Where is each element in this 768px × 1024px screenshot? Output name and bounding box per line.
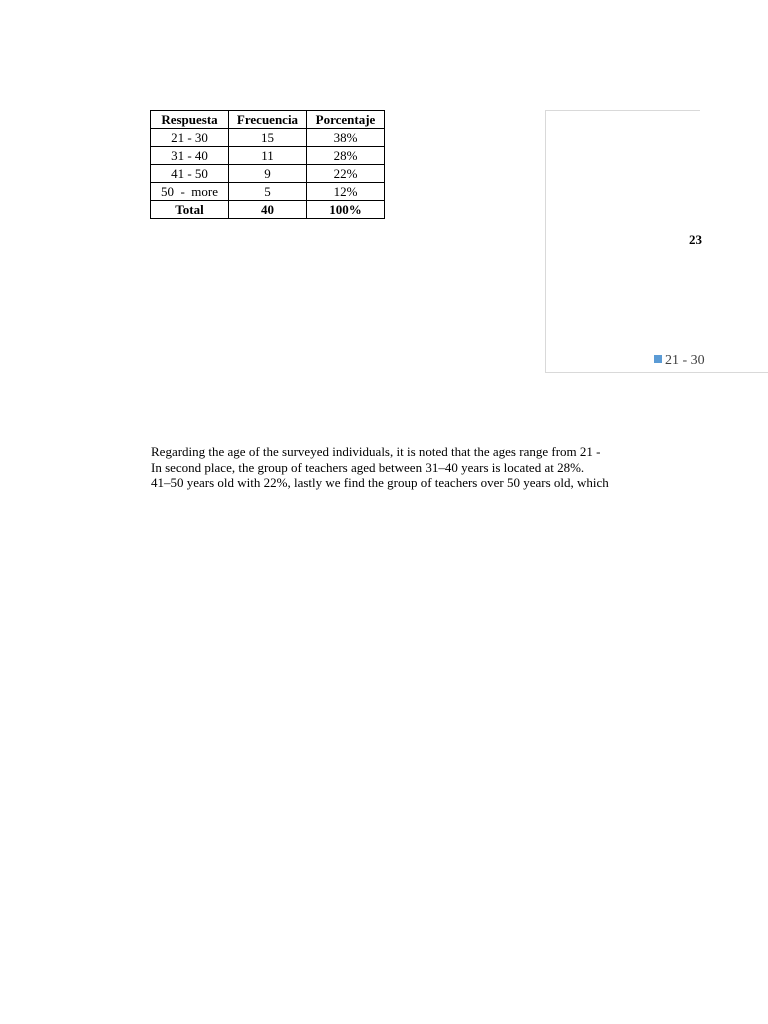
age-frequency-table xyxy=(150,110,385,219)
row-frecuencia: 15 xyxy=(229,129,307,147)
chart-legend xyxy=(654,353,705,369)
chart-data-label: 23 xyxy=(689,232,702,247)
row-frecuencia: 5 xyxy=(229,183,307,201)
row-respuesta: 31 - 40 xyxy=(151,147,229,165)
row-frecuencia: 11 xyxy=(229,147,307,165)
paragraph-line: Regarding the age of the surveyed individuals, it is noted that the ages range from 21 - xyxy=(151,444,601,459)
row-porcentaje: 38% xyxy=(307,129,385,147)
row-porcentaje: 12% xyxy=(307,183,385,201)
table-row xyxy=(151,165,385,183)
header-porcentaje: Porcentaje xyxy=(307,111,385,129)
legend-label: 21 - 30 xyxy=(665,353,705,368)
paragraph-line: 41–50 years old with 22%, lastly we find the group of teachers over 50 years old, which xyxy=(151,475,609,490)
table-header-row xyxy=(151,111,385,129)
paragraph-line: In second place, the group of teachers aged between 31–40 years is located at 28%. xyxy=(151,459,585,475)
row-respuesta: 50 - more xyxy=(151,183,229,201)
header-frecuencia: Frecuencia xyxy=(229,111,307,129)
row-porcentaje: 22% xyxy=(307,165,385,183)
table-row xyxy=(151,183,385,201)
row-frecuencia: 9 xyxy=(229,165,307,183)
header-respuesta: Respuesta xyxy=(151,111,229,129)
chart-frame-cutoff xyxy=(700,109,768,112)
row-respuesta: 41 - 50 xyxy=(151,165,229,183)
row-respuesta: 21 - 30 xyxy=(151,129,229,147)
table-total-row xyxy=(151,201,385,219)
analysis-paragraph xyxy=(151,444,651,491)
total-label: Total xyxy=(151,201,229,219)
total-porcentaje: 100% xyxy=(307,201,385,219)
table-row xyxy=(151,147,385,165)
total-frecuencia: 40 xyxy=(229,201,307,219)
legend-swatch xyxy=(654,355,662,363)
table-row xyxy=(151,129,385,147)
row-porcentaje: 28% xyxy=(307,147,385,165)
pie-chart-frame xyxy=(545,110,768,373)
